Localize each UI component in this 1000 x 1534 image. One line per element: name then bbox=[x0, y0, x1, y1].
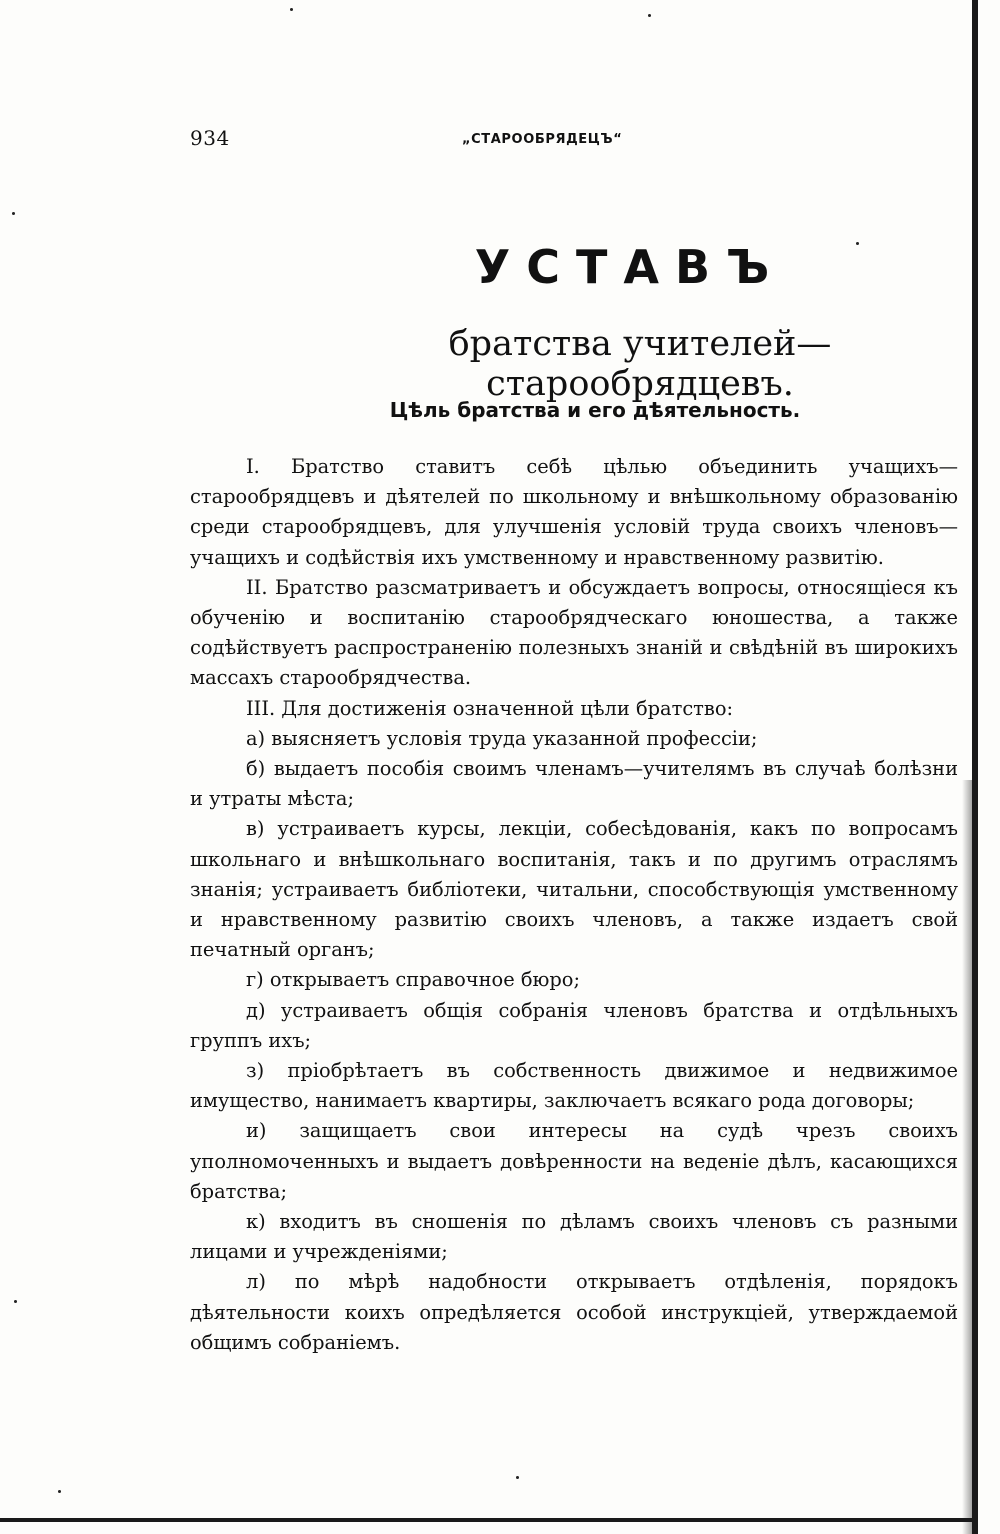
scan-speck bbox=[648, 14, 651, 17]
list-item-b: б) выдаетъ пособія своимъ членамъ—учителямъ въ случаѣ болѣзни и утраты мѣста; bbox=[190, 757, 958, 811]
list-item-k: к) входитъ въ сношенія по дѣламъ своихъ членовъ съ разными лицами и учрежденіями; bbox=[190, 1210, 958, 1264]
journal-name: „СТАРООБРЯДЕЦЪ“ bbox=[462, 132, 623, 147]
list-item-v: в) устраиваетъ курсы, лекціи, собесѣдованія, какъ по вопросамъ школьнаго и внѣшкольнаго воспитанія, такъ и по другимъ отраслямъ знанія; устраиваетъ библіотеки, читальни, способствующія умственному и нравственному развитію своихъ членовъ, а также издаетъ свой печатный органъ; bbox=[190, 817, 958, 962]
scan-right-edge bbox=[972, 0, 978, 1534]
list-item-g: г) открываетъ справочное бюро; bbox=[246, 968, 581, 992]
running-head bbox=[190, 126, 960, 154]
page-number: 934 bbox=[190, 126, 230, 150]
paragraph-3: III. Для достиженія означенной цѣли братство: bbox=[246, 696, 734, 720]
document-body bbox=[190, 452, 958, 1358]
list-item-a: а) выясняетъ условія труда указанной профессіи; bbox=[246, 726, 758, 750]
section-heading: Цѣль братства и его дѣятельность. bbox=[389, 398, 801, 422]
list-item-z: з) пріобрѣтаетъ въ собственность движимое и недвижимое имущество, нанимаетъ квартиры, заключаетъ всякаго рода договоры; bbox=[190, 1059, 958, 1113]
scan-speck bbox=[14, 1300, 17, 1303]
paragraph-1: I. Братство ставитъ себѣ цѣлью объединить учащихъ—старообрядцевъ и дѣятелей по школьному и внѣшкольному образованію среди старообрядцевъ, для улучшенія условій труда своихъ членовъ—учащихъ и содѣйствія ихъ умственному и нравственному развитію. bbox=[190, 455, 958, 569]
scan-right-shadow bbox=[962, 780, 972, 1534]
document-subtitle: братства учителей—старообрядцевъ. bbox=[448, 324, 832, 404]
scan-speck bbox=[516, 1476, 519, 1479]
paragraph-2: II. Братство разсматриваетъ и обсуждаетъ вопросы, относящіеся къ обученію и воспитанію старообрядческаго юношества, а также содѣйствуетъ распространенію полезныхъ знаній и свѣдѣній въ широкихъ массахъ старообрядчества. bbox=[190, 575, 958, 690]
scan-speck bbox=[58, 1490, 61, 1493]
list-item-l: л) по мѣрѣ надобности открываетъ отдѣленія, порядокъ дѣятельности коихъ опредѣляется особой инструкціей, утверждаемой общимъ собраніемъ. bbox=[190, 1270, 958, 1354]
scan-bottom-edge bbox=[0, 1518, 978, 1522]
list-item-d: д) устраиваетъ общія собранія членовъ братства и отдѣльныхъ группъ ихъ; bbox=[190, 998, 958, 1052]
scan-speck bbox=[12, 212, 15, 215]
scan-speck bbox=[290, 8, 293, 11]
document-title: УСТАВЪ bbox=[474, 240, 786, 294]
list-item-i: и) защищаетъ свои интересы на судѣ чрезъ своихъ уполномоченныхъ и выдаетъ довѣренности на веденіе дѣлъ, касающихся братства; bbox=[190, 1119, 958, 1203]
